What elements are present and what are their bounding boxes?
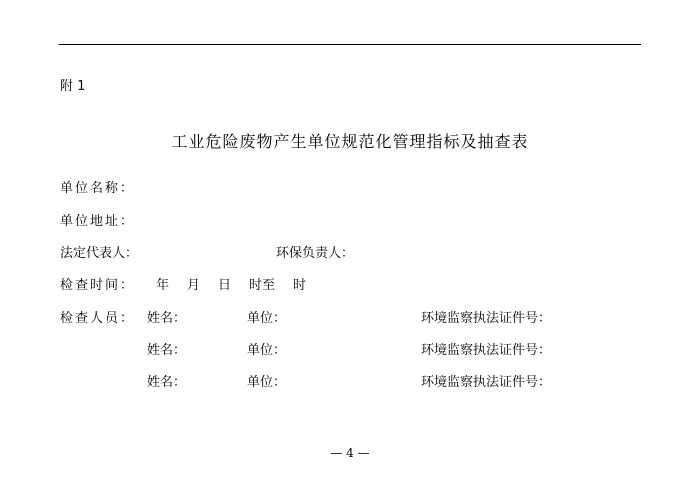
time-day: 日 [218,278,232,293]
inspector-name-label: 姓名： [147,311,187,326]
document-title: 工业危险废物产生单位规范化管理指标及抽查表 [171,132,529,151]
time-month: 月 [187,278,201,293]
inspectors-label: 检查人员： [60,311,136,326]
env-officer-label: 环保负责人： [276,246,355,261]
attachment-label: 附 1 [60,79,86,94]
unit-address-label: 单位地址： [60,214,136,229]
inspection-time-label: 检查时间： [60,278,136,293]
inspector-name-label: 姓名： [147,343,187,358]
inspector-unit-label: 单位： [247,311,287,326]
time-hour: 时 [293,278,307,293]
time-year: 年 [156,278,170,293]
inspector-name-label: 姓名： [147,375,187,390]
legal-representative-label: 法定代表人： [60,246,139,261]
inspector-unit-label: 单位： [247,375,287,390]
inspector-cert-label: 环境监察执法证件号： [421,343,552,358]
unit-name-label: 单位名称： [60,181,136,196]
inspector-cert-label: 环境监察执法证件号： [421,311,552,326]
inspector-unit-label: 单位： [247,343,287,358]
page-number: — 4 — [330,446,370,460]
inspector-cert-label: 环境监察执法证件号： [421,375,552,390]
header-rule [59,44,641,45]
time-hour-to: 时至 [249,278,276,293]
